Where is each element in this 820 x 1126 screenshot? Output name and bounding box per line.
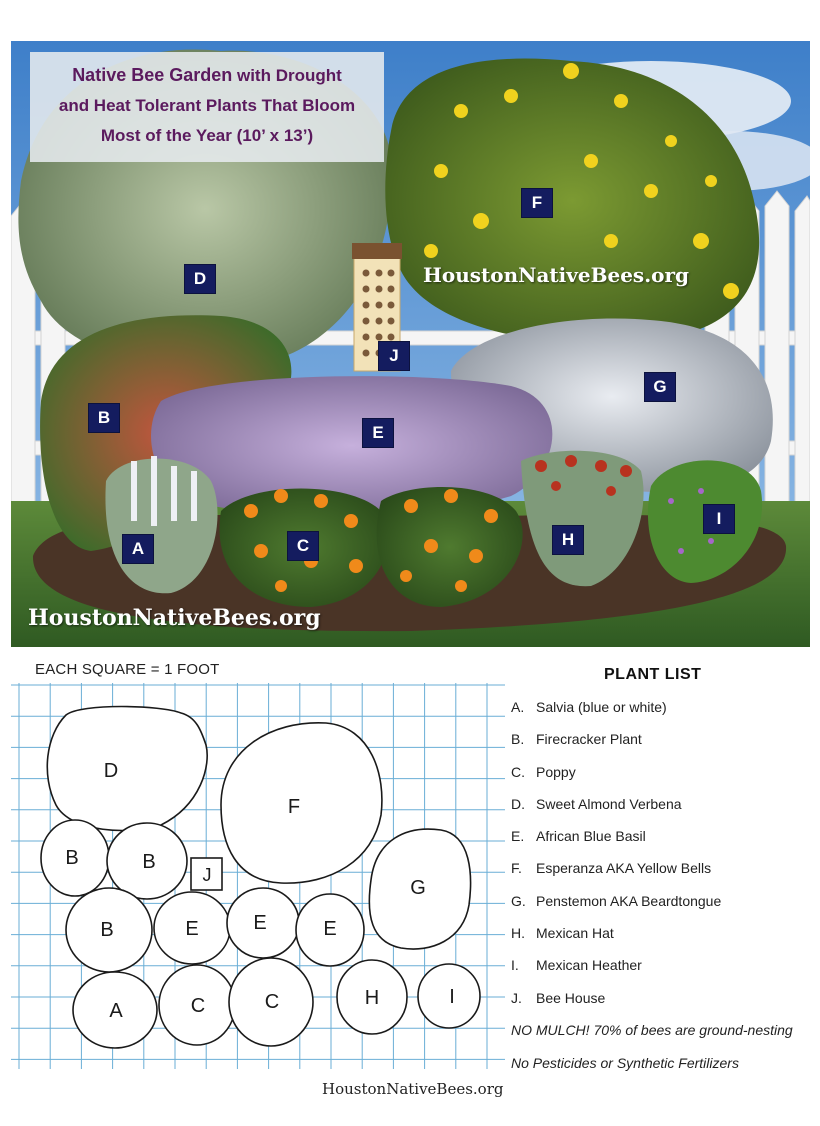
garden-title-box: [30, 52, 384, 162]
title-rest: with Drought: [232, 66, 342, 85]
garden-illustration: [11, 41, 810, 647]
grid-label-j: J: [202, 865, 212, 885]
plant-name: Mexican Heather: [536, 957, 642, 974]
plant-list: [511, 699, 816, 1022]
plant-name: Firecracker Plant: [536, 731, 642, 748]
no-pesticides-note: No Pesticides or Synthetic Fertilizers: [511, 1055, 739, 1071]
title-line-3: Most of the Year (10’ x 13’): [100, 126, 314, 145]
scene-label-g: G: [644, 372, 676, 402]
scene-label-a: A: [122, 534, 154, 564]
grid-plan: [11, 655, 505, 1069]
plant-list-item: [511, 731, 816, 763]
scene-label-d: D: [184, 264, 216, 294]
watermark-top: HoustonNativeBees.org: [423, 263, 690, 287]
scene-label-b: B: [88, 403, 120, 433]
grid-label-b1: B: [65, 847, 79, 869]
grid-label-h: H: [364, 987, 380, 1009]
grid-label-e2: E: [253, 912, 267, 934]
grid-label-i: I: [449, 986, 455, 1008]
plant-list-item: [511, 893, 816, 925]
grid-label-b2: B: [142, 851, 156, 873]
grid-label-d: D: [103, 760, 119, 782]
plant-letter: G.: [511, 892, 526, 909]
scene-label-f: F: [521, 188, 553, 218]
plant-list-title: PLANT LIST: [604, 666, 702, 683]
plant-name: Mexican Hat: [536, 925, 614, 942]
grid-label-e3: E: [323, 918, 337, 940]
title-line-1: [30, 52, 384, 91]
scene-label-c: C: [287, 531, 319, 561]
plant-list-item: [511, 925, 816, 957]
footer-credit: HoustonNativeBees.org: [322, 1080, 504, 1098]
grid-label-b3: B: [100, 919, 114, 941]
plant-letter: D.: [511, 795, 525, 812]
plant-letter: I.: [511, 957, 519, 974]
grid-label-g: G: [410, 877, 426, 899]
plant-name: African Blue Basil: [536, 828, 646, 845]
grid-label-a: A: [109, 1000, 123, 1022]
plant-letter: J.: [511, 989, 522, 1006]
grid-label-c2: C: [264, 991, 280, 1013]
no-mulch-note: NO MULCH! 70% of bees are ground-nesting: [511, 1022, 793, 1038]
plot-d: [47, 707, 207, 831]
plot-f: [221, 723, 382, 883]
grid-scale-caption: EACH SQUARE = 1 FOOT: [35, 661, 220, 678]
plant-list-item: [511, 796, 816, 828]
scene-label-j: J: [378, 341, 410, 371]
plant-list-item: [511, 828, 816, 860]
plant-letter: E.: [511, 828, 525, 845]
grid-label-c1: C: [190, 995, 206, 1017]
plant-list-item: [511, 699, 816, 731]
plant-name: Bee House: [536, 989, 606, 1006]
plant-list-item: [511, 764, 816, 796]
scene-label-e: E: [362, 418, 394, 448]
plant-name: Poppy: [536, 763, 576, 780]
plant-list-item: [511, 990, 816, 1022]
plant-name: Esperanza AKA Yellow Bells: [536, 860, 712, 877]
watermark-bottom: HoustonNativeBees.org: [28, 605, 321, 631]
grid-label-e1: E: [185, 918, 199, 940]
plant-letter: C.: [511, 763, 525, 780]
title-line-2: and Heat Tolerant Plants That Bloom: [58, 96, 356, 115]
plant-letter: B.: [511, 731, 525, 748]
grid-plan-drawing: [11, 655, 505, 1069]
plant-letter: A.: [511, 699, 525, 715]
plant-letter: F.: [511, 860, 522, 877]
plant-name: Penstemon AKA Beardtongue: [536, 892, 722, 909]
plant-name: Salvia (blue or white): [536, 699, 667, 715]
plant-list-item: [511, 957, 816, 989]
scene-label-h: H: [552, 525, 584, 555]
title-strong: Native Bee Garden: [72, 65, 233, 85]
grid-label-f: F: [287, 796, 301, 818]
plant-letter: H.: [511, 925, 525, 942]
plant-name: Sweet Almond Verbena: [536, 795, 682, 812]
scene-label-i: I: [703, 504, 735, 534]
plant-list-item: [511, 860, 816, 892]
